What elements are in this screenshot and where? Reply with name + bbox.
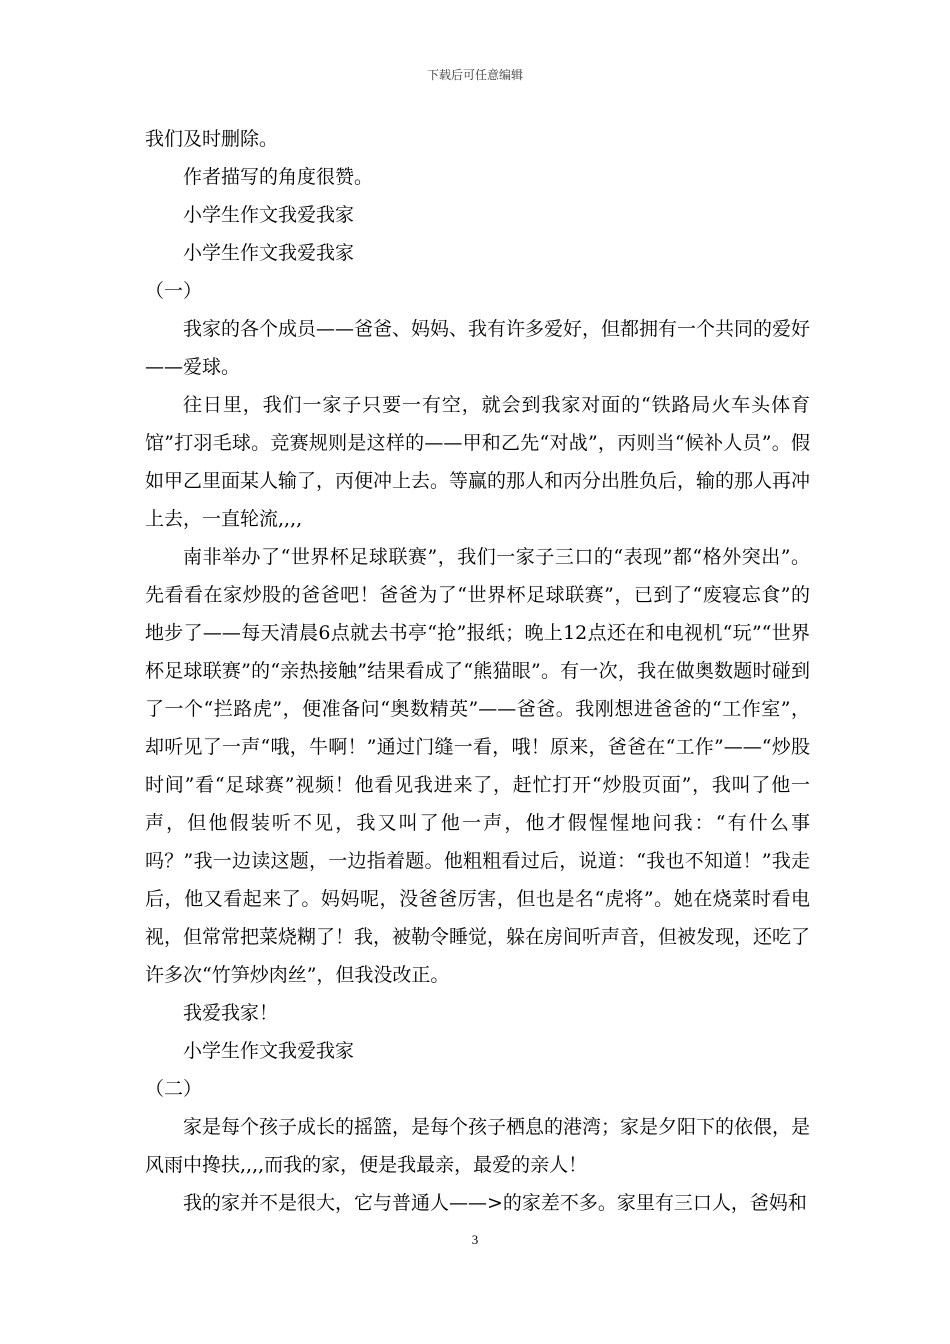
- document-body: [145, 120, 810, 1222]
- section-title: 小学生作文我爱我家: [183, 204, 355, 226]
- paragraph-worldcup: 南非举办了“世界杯足球联赛”，我们一家子三口的“表现”都“格外突出”。先看看在家炒股的爸爸吧！爸爸为了“世界杯足球联赛”，已到了“废寝忘食”的地步了——每天清晨6点就去书亭“抢”报纸；晚上12点还在和电视机“玩”“世界杯足球联赛”的“亲热接触”结果看成了“熊猫眼”。有一次，我在做奥数题时碰到了一个“拦路虎”，便准备问“奥数精英”——爸爸。我刚想进爸爸的“工作室”，却听见了一声“哦，牛啊！”通过门缝一看，哦！原来，爸爸在“工作”——“炒股时间”看“足球赛”视频！他看见我进来了，赶忙打开“炒股页面”，我叫了他一声，但他假装听不见，我又叫了他一声，他才假惺惺地问我：“有什么事吗？”我一边读这题，一边指着题。他粗粗看过后，说道：“我也不知道！”我走后，他又看起来了。妈妈呢，没爸爸厉害，但也是名“虎将”。她在烧菜时看电视，但常常把菜烧糊了！我，被勒令睡觉，躲在房间听声音，但被发现，还吃了许多次“竹笋炒肉丝”，但我没改正。: [145, 546, 811, 986]
- paragraph-my-home: 我的家并不是很大，它与普通人——>的家差不多。家里有三口人，爸妈和: [183, 1192, 807, 1214]
- part-two-label: （二）: [145, 1078, 203, 1100]
- paragraph-badminton: 往日里，我们一家子只要一有空，就会到我家对面的“铁路局火车头体育馆”打羽毛球。竞赛规则是这样的——甲和乙先“对战”，丙则当“候补人员”。假如甲乙里面某人输了，丙便冲上去。等赢的那人和丙分出胜负后，输的那人再冲上去，一直轮流,,,,: [145, 394, 811, 530]
- page-number: 3: [471, 1232, 479, 1247]
- paragraph-1: 我们及时删除。: [145, 128, 279, 150]
- paragraph-2: 作者描写的角度很赞。: [183, 166, 374, 188]
- essay-title-2: 小学生作文我爱我家: [183, 1040, 355, 1062]
- page-header: 下载后可任意编辑: [426, 68, 523, 82]
- paragraph-home-cradle: 家是每个孩子成长的摇篮，是每个孩子栖息的港湾；家是夕阳下的依偎，是风雨中搀扶,,,,而我的家，便是我最亲，最爱的亲人！: [145, 1116, 811, 1176]
- paragraph-intro: 我家的各个成员——爸爸、妈妈、我有许多爱好，但都拥有一个共同的爱好——爱球。: [145, 318, 811, 378]
- part-one-label: （一）: [145, 280, 203, 302]
- paragraph-love-home: 我爱我家！: [183, 1002, 279, 1024]
- essay-title: 小学生作文我爱我家: [183, 242, 355, 264]
